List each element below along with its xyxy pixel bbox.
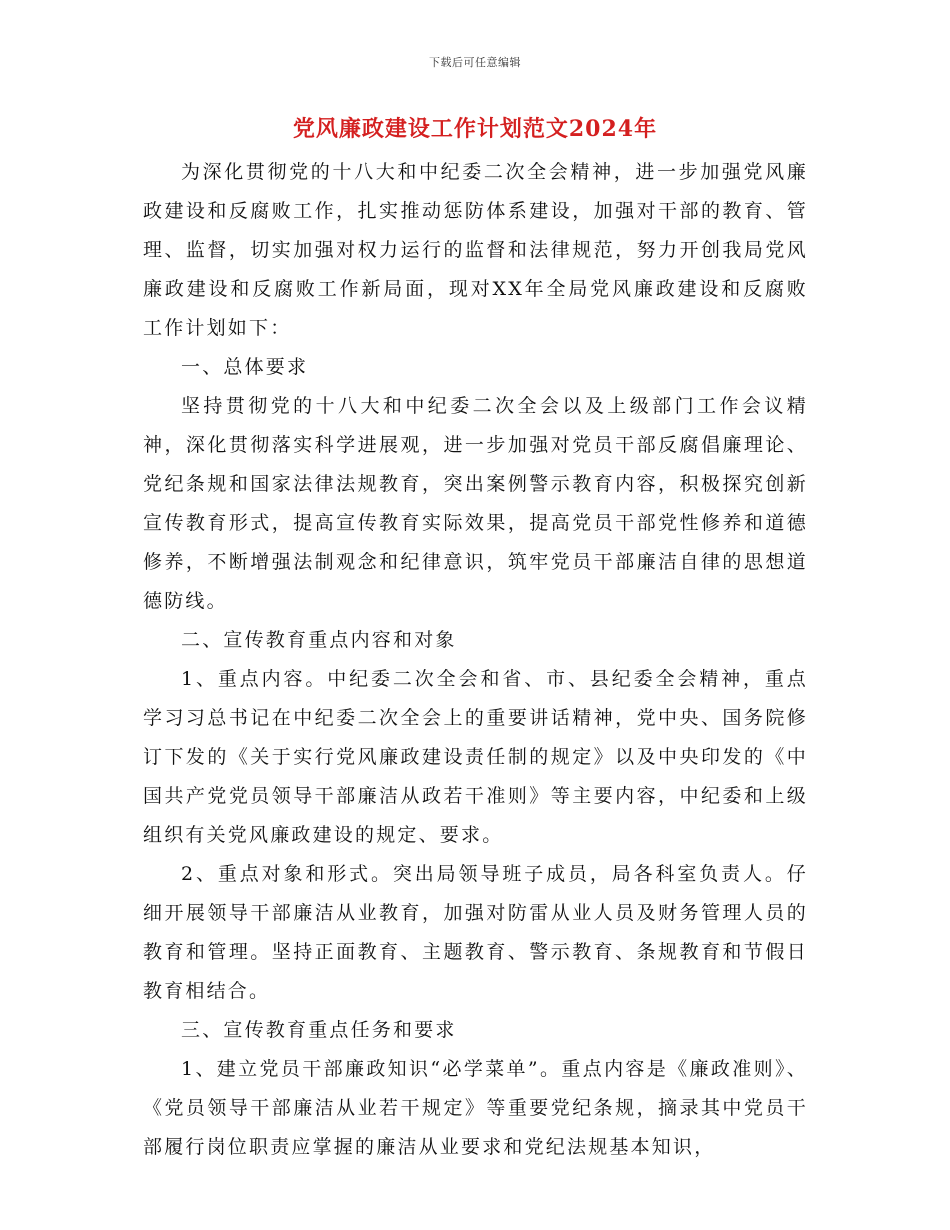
paragraph-key-content: 1、重点内容。中纪委二次全会和省、市、县纪委全会精神，重点学习习总书记在中纪委二次全会上的重要讲话精神，党中央、国务院修订下发的《关于实行党风廉政建设责任制的规定》以及中央印发的《中国共产党党员领导干部廉洁从政若干准则》等主要内容，中纪委和上级组织有关党风廉政建设的规定、要求。 (143, 668, 808, 846)
document-body (143, 153, 808, 1167)
section-heading-1: 一、总体要求 (181, 356, 309, 378)
section-heading-2: 二、宣传教育重点内容和对象 (181, 629, 457, 651)
document-title: 党风廉政建设工作计划范文2024年 (292, 116, 658, 142)
header-note: 下载后可任意编辑 (429, 56, 521, 69)
paragraph-study-menu: 1、建立党员干部廉政知识“必学菜单”。重点内容是《廉政准则》、《党员领导干部廉洁从业若干规定》等重要党纪条规，摘录其中党员干部履行岗位职责应掌握的廉洁从业要求和党纪法规基本知识， (143, 1058, 808, 1158)
paragraph-intro: 为深化贯彻党的十八大和中纪委二次全会精神，进一步加强党风廉政建设和反腐败工作，扎实推动惩防体系建设，加强对干部的教育、管理、监督，切实加强对权力运行的监督和法律规范，努力开创我局党风廉政建设和反腐败工作新局面，现对XX年全局党风廉政建设和反腐败工作计划如下： (143, 161, 808, 339)
section-heading-3: 三、宣传教育重点任务和要求 (181, 1019, 457, 1041)
paragraph-key-targets: 2、重点对象和形式。突出局领导班子成员，局各科室负责人。仔细开展领导干部廉洁从业教育，加强对防雷从业人员及财务管理人员的教育和管理。坚持正面教育、主题教育、警示教育、条规教育和节假日教育相结合。 (143, 863, 808, 1002)
paragraph-general-requirements: 坚持贯彻党的十八大和中纪委二次全会以及上级部门工作会议精神，深化贯彻落实科学进展观，进一步加强对党员干部反腐倡廉理论、党纪条规和国家法律法规教育，突出案例警示教育内容，积极探究创新宣传教育形式，提高宣传教育实际效果，提高党员干部党性修养和道德修养，不断增强法制观念和纪律意识，筑牢党员干部廉洁自律的思想道德防线。 (143, 395, 808, 612)
